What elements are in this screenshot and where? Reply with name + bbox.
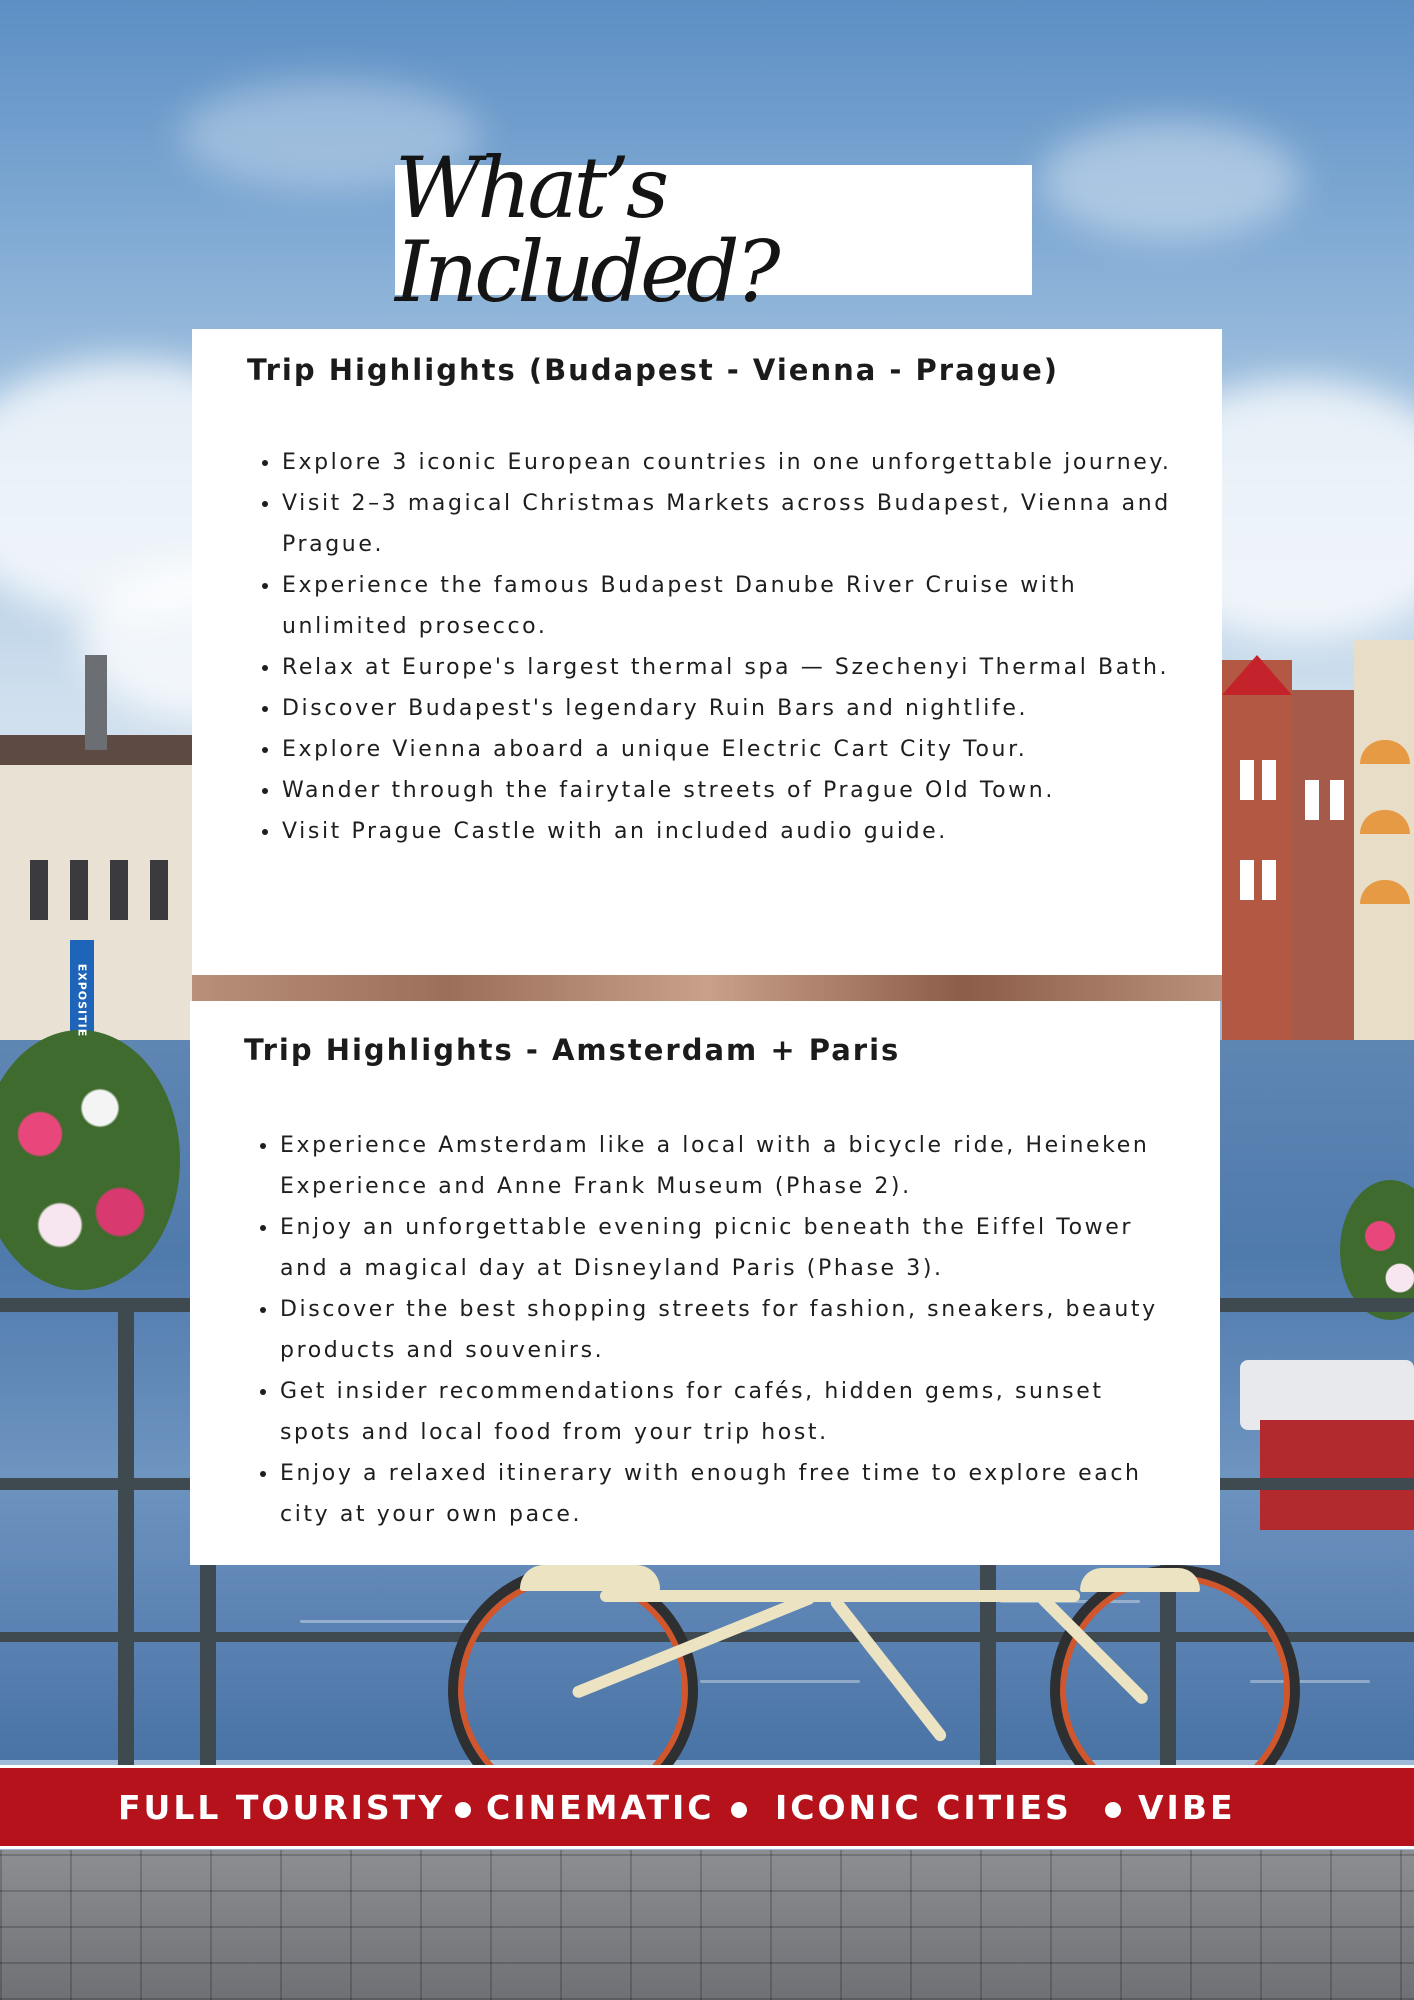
section-heading: Trip Highlights (Budapest - Vienna - Prague) — [247, 353, 1060, 387]
highlights-card-budapest-vienna-prague — [192, 329, 1222, 975]
section-heading: Trip Highlights - Amsterdam + Paris — [244, 1033, 901, 1067]
tagline-banner — [0, 1765, 1414, 1849]
pavement — [0, 1850, 1414, 2000]
exposition-sign-text: EXPOSITIE — [75, 963, 89, 1037]
list-item: Relax at Europe's largest thermal spa — Szechenyi Thermal Bath. — [262, 647, 1182, 688]
highlights-list — [262, 442, 1182, 852]
bullet-dot — [1105, 1802, 1121, 1818]
list-item: Explore Vienna aboard a unique Electric Cart City Tour. — [262, 729, 1182, 770]
page-title: What’s Included? — [395, 139, 777, 321]
tag-iconic-cities: ICONIC CITIES — [775, 1788, 1072, 1827]
bullet-dot — [455, 1802, 471, 1818]
list-item: Get insider recommendations for cafés, hidden gems, sunset spots and local food from your trip host. — [260, 1371, 1180, 1453]
exposition-sign — [70, 945, 94, 1055]
list-item: Enjoy a relaxed itinerary with enough free time to explore each city at your own pace. — [260, 1453, 1180, 1535]
bullet-dot — [731, 1802, 747, 1818]
list-item: Discover Budapest's legendary Ruin Bars and nightlife. — [262, 688, 1182, 729]
title-box — [395, 139, 1032, 321]
list-item: Explore 3 iconic European countries in one unforgettable journey. — [262, 442, 1182, 483]
list-item: Visit Prague Castle with an included audio guide. — [262, 811, 1182, 852]
list-item: Visit 2–3 magical Christmas Markets across Budapest, Vienna and Prague. — [262, 483, 1182, 565]
list-item: Enjoy an unforgettable evening picnic beneath the Eiffel Tower and a magical day at Disneyland Paris (Phase 3). — [260, 1207, 1180, 1289]
list-item: Wander through the fairytale streets of Prague Old Town. — [262, 770, 1182, 811]
list-item: Experience Amsterdam like a local with a bicycle ride, Heineken Experience and Anne Frank Museum (Phase 2). — [260, 1125, 1180, 1207]
highlights-list — [260, 1125, 1180, 1535]
highlights-card-amsterdam-paris — [190, 1001, 1220, 1565]
list-item: Experience the famous Budapest Danube River Cruise with unlimited prosecco. — [262, 565, 1182, 647]
tag-cinematic: CINEMATIC — [486, 1788, 715, 1827]
tag-full-touristy: FULL TOURISTY — [118, 1788, 446, 1827]
list-item: Discover the best shopping streets for fashion, sneakers, beauty products and souvenirs. — [260, 1289, 1180, 1371]
tag-vibe: VIBE — [1138, 1788, 1236, 1827]
